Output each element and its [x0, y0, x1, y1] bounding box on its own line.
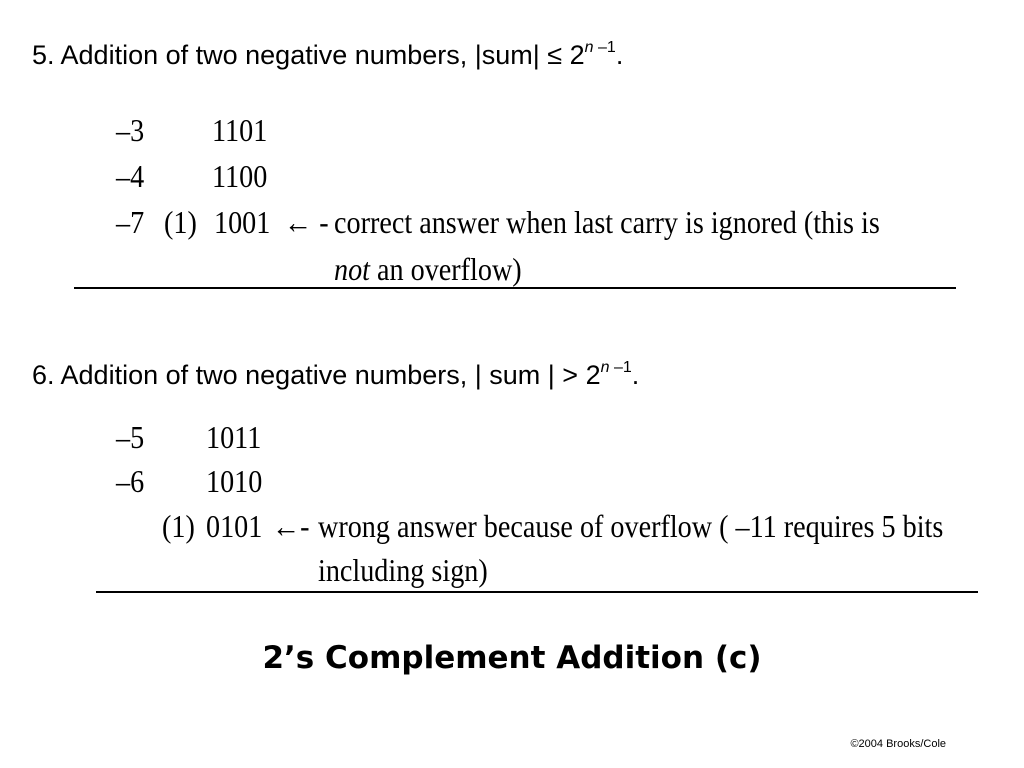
- section6-row2-decimal: –6: [116, 463, 145, 499]
- section6-row1-decimal: –5: [116, 419, 145, 455]
- section5-heading: [32, 40, 623, 71]
- section6-heading: [32, 360, 639, 391]
- section6-exponent: [601, 359, 632, 376]
- section6-exponent-rest: –1: [609, 359, 632, 376]
- section5-row2-binary: 1100: [212, 158, 268, 194]
- copyright-notice: ©2004 Brooks/Cole: [850, 738, 946, 750]
- section5-note-line1: correct answer when last carry is ignored (this is: [334, 204, 880, 240]
- section5-arrow: ← -: [284, 204, 329, 240]
- section5-row3-binary: 1001: [214, 204, 271, 240]
- section6-row2-binary: 1010: [206, 463, 263, 499]
- section6-heading-suffix: .: [631, 360, 640, 390]
- section6-heading-text: 6. Addition of two negative numbers, | sum | > 2: [32, 360, 601, 390]
- section5-exponent-var: n: [584, 39, 594, 56]
- section5-divider: [74, 287, 956, 289]
- section5-note-line2: [334, 253, 522, 285]
- section5-exponent: [585, 39, 616, 56]
- section5-row3-carry: (1): [164, 204, 197, 240]
- section5-row3-decimal: –7: [116, 204, 145, 240]
- section5-note-rest: an overflow): [369, 251, 522, 287]
- slide-title: 2’s Complement Addition (c): [262, 640, 762, 676]
- section5-row2-decimal: –4: [116, 158, 145, 194]
- section5-heading-text: 5. Addition of two negative numbers, |sum| ≤ 2: [32, 40, 585, 70]
- section6-arrow: ←-: [272, 508, 310, 544]
- section5-heading-suffix: .: [615, 40, 624, 70]
- section5-row1-binary: 1101: [212, 112, 268, 148]
- section6-row1-binary: 1011: [206, 419, 262, 455]
- section6-exponent-var: n: [600, 359, 610, 376]
- section5-exponent-rest: –1: [593, 39, 616, 56]
- section6-note-line2: including sign): [318, 552, 488, 588]
- section6-row3-carry: (1): [162, 508, 195, 544]
- section6-row3-binary: 0101: [206, 508, 263, 544]
- section6-divider: [96, 591, 978, 593]
- section6-note-line1: wrong answer because of overflow ( –11 requires 5 bits: [318, 508, 944, 544]
- section5-note-italic: not: [334, 251, 370, 287]
- section5-row1-decimal: –3: [116, 112, 145, 148]
